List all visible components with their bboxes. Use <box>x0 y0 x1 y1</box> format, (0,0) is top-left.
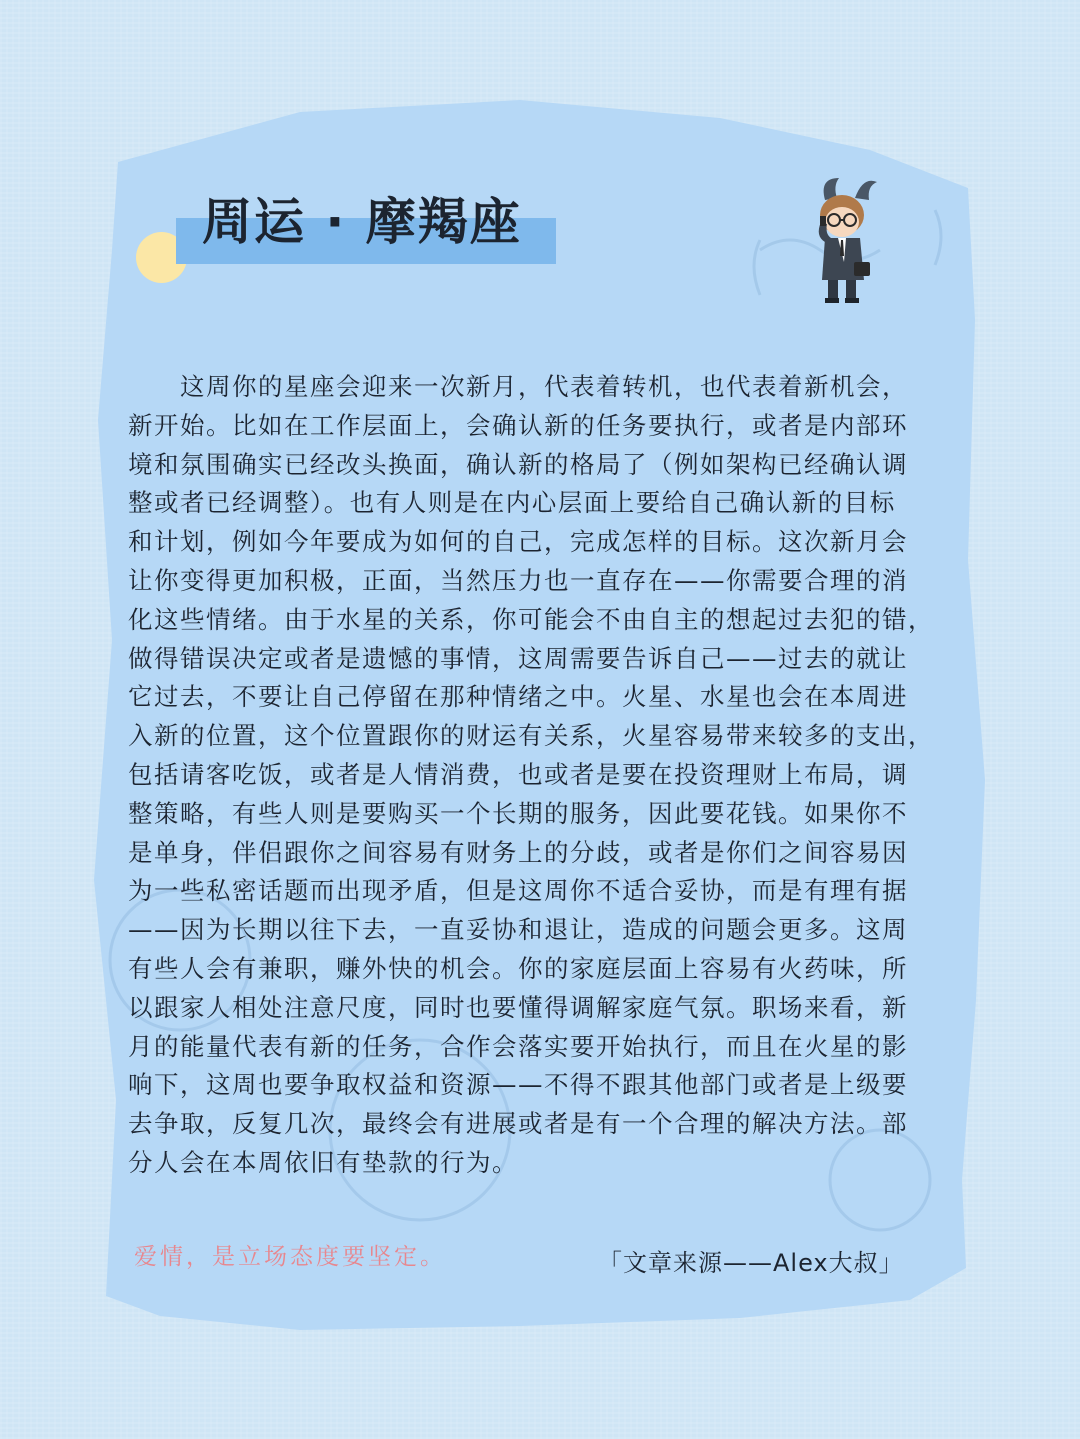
body-line: 让你变得更加积极，正面，当然压力也一直存在——你需要合理的消 <box>128 565 908 595</box>
body-line: 境和氛围确实已经改头换面，确认新的格局了（例如架构已经确认调 <box>128 449 908 479</box>
body-line: ——因为长期以往下去，一直妥协和退让，造成的问题会更多。这周 <box>128 915 908 945</box>
body-line: 新开始。比如在工作层面上，会确认新的任务要执行，或者是内部环 <box>128 410 908 440</box>
body-line: 有些人会有兼职，赚外快的机会。你的家庭层面上容易有火药味，所 <box>128 953 908 983</box>
body-line: 分人会在本周依旧有垫款的行为。 <box>128 1147 518 1177</box>
love-tagline: 爱情，是立场态度要坚定。 <box>134 1244 446 1270</box>
body-line: 是单身，伴侣跟你之间容易有财务上的分歧，或者是你们之间容易因 <box>128 837 908 867</box>
body-line: 化这些情绪。由于水星的关系，你可能会不由自主的想起过去犯的错， <box>128 604 934 634</box>
body-line: 为一些私密话题而出现矛盾，但是这周你不适合妥协，而是有理有据 <box>128 876 908 906</box>
body-line: 这周你的星座会迎来一次新月，代表着转机，也代表着新机会， <box>128 372 908 401</box>
body-line: 整策略，有些人则是要购买一个长期的服务，因此要花钱。如果你不 <box>128 798 908 828</box>
body-line: 做得错误决定或者是遗憾的事情，这周需要告诉自己——过去的就让 <box>128 643 908 673</box>
body-line: 包括请客吃饭，或者是人情消费，也或者是要在投资理财上布局，调 <box>128 759 908 789</box>
body-line: 整或者已经调整）。也有人则是在内心层面上要给自己确认新的目标 <box>128 488 896 518</box>
body-line: 和计划，例如今年要成为如何的自己，完成怎样的目标。这次新月会 <box>128 527 908 557</box>
capricorn-character-icon <box>750 170 950 310</box>
body-line: 它过去，不要让自己停留在那种情绪之中。火星、水星也会在本周进 <box>128 682 908 712</box>
source-credit: 「文章来源——Alex大叔」 <box>598 1249 904 1277</box>
horoscope-body <box>128 368 958 1183</box>
body-line: 响下，这周也要争取权益和资源——不得不跟其他部门或者是上级要 <box>128 1070 908 1100</box>
page-title: 周运 · 摩羯座 <box>202 193 522 251</box>
body-line: 以跟家人相处注意尺度，同时也要懂得调解家庭气氛。职场来看，新 <box>128 992 908 1022</box>
body-line: 入新的位置，这个位置跟你的财运有关系，火星容易带来较多的支出， <box>128 721 934 751</box>
body-line: 去争取，反复几次，最终会有进展或者是有一个合理的解决方法。部 <box>128 1109 908 1139</box>
body-line: 月的能量代表有新的任务，合作会落实要开始执行，而且在火星的影 <box>128 1031 908 1061</box>
